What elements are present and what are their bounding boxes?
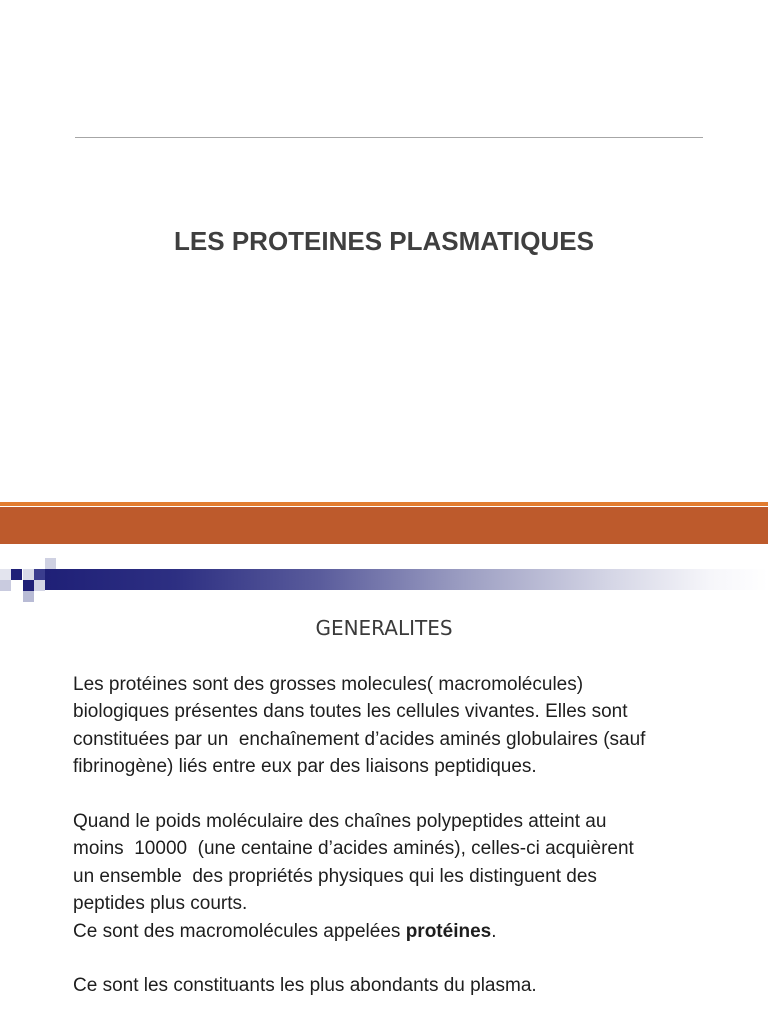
title-divider-line bbox=[75, 137, 703, 138]
orange-accent-line bbox=[0, 502, 768, 506]
decor-square bbox=[23, 580, 34, 591]
paragraph2-line: Quand le poids moléculaire des chaînes polypeptides atteint au bbox=[73, 810, 607, 832]
paragraph1-line: Les protéines sont des grosses molecules( macromolécules) bbox=[73, 674, 584, 695]
paragraph2-line: peptides plus courts. bbox=[73, 893, 248, 915]
decor-square bbox=[23, 569, 34, 580]
paragraph1-line: biologiques présentes dans toutes les cellules vivantes. Elles sont bbox=[73, 701, 628, 723]
paragraph-spacer bbox=[73, 781, 753, 808]
title-slide bbox=[0, 0, 768, 502]
decor-square bbox=[23, 591, 34, 602]
paragraph1-line: constituées par un enchaînement d’acides aminés globulaires (sauf bbox=[73, 728, 646, 750]
emphasis-keyword: protéines bbox=[405, 920, 492, 942]
orange-band bbox=[0, 507, 768, 544]
decor-square bbox=[0, 580, 11, 591]
emphasis-line bbox=[73, 918, 753, 945]
paragraph2-line: moins 10000 (une centaine d’acides aminés), celles-ci acquièrent bbox=[73, 838, 634, 860]
emphasis-line-start: Ce sont des macromolécules appelées bbox=[73, 920, 406, 942]
decor-square bbox=[34, 569, 45, 580]
decor-square bbox=[11, 569, 22, 580]
content-slide bbox=[0, 544, 768, 1024]
paragraph2-line: un ensemble des propriétés physiques qui les distinguent des bbox=[73, 865, 597, 887]
body-text bbox=[73, 671, 753, 1000]
emphasis-line-end: . bbox=[491, 920, 497, 942]
decor-square bbox=[34, 580, 45, 591]
gradient-bar bbox=[45, 569, 768, 590]
slide-title: LES PROTEINES PLASMATIQUES bbox=[174, 226, 594, 256]
paragraph-spacer bbox=[73, 945, 753, 972]
decor-square bbox=[0, 569, 11, 580]
section-heading: GENERALITES bbox=[315, 616, 453, 640]
paragraph3-line: Ce sont les constituants les plus abondants du plasma. bbox=[73, 975, 537, 997]
paragraph1-line: fibrinogène) liés entre eux par des liaisons peptidiques. bbox=[73, 756, 537, 778]
decor-square bbox=[45, 558, 56, 569]
